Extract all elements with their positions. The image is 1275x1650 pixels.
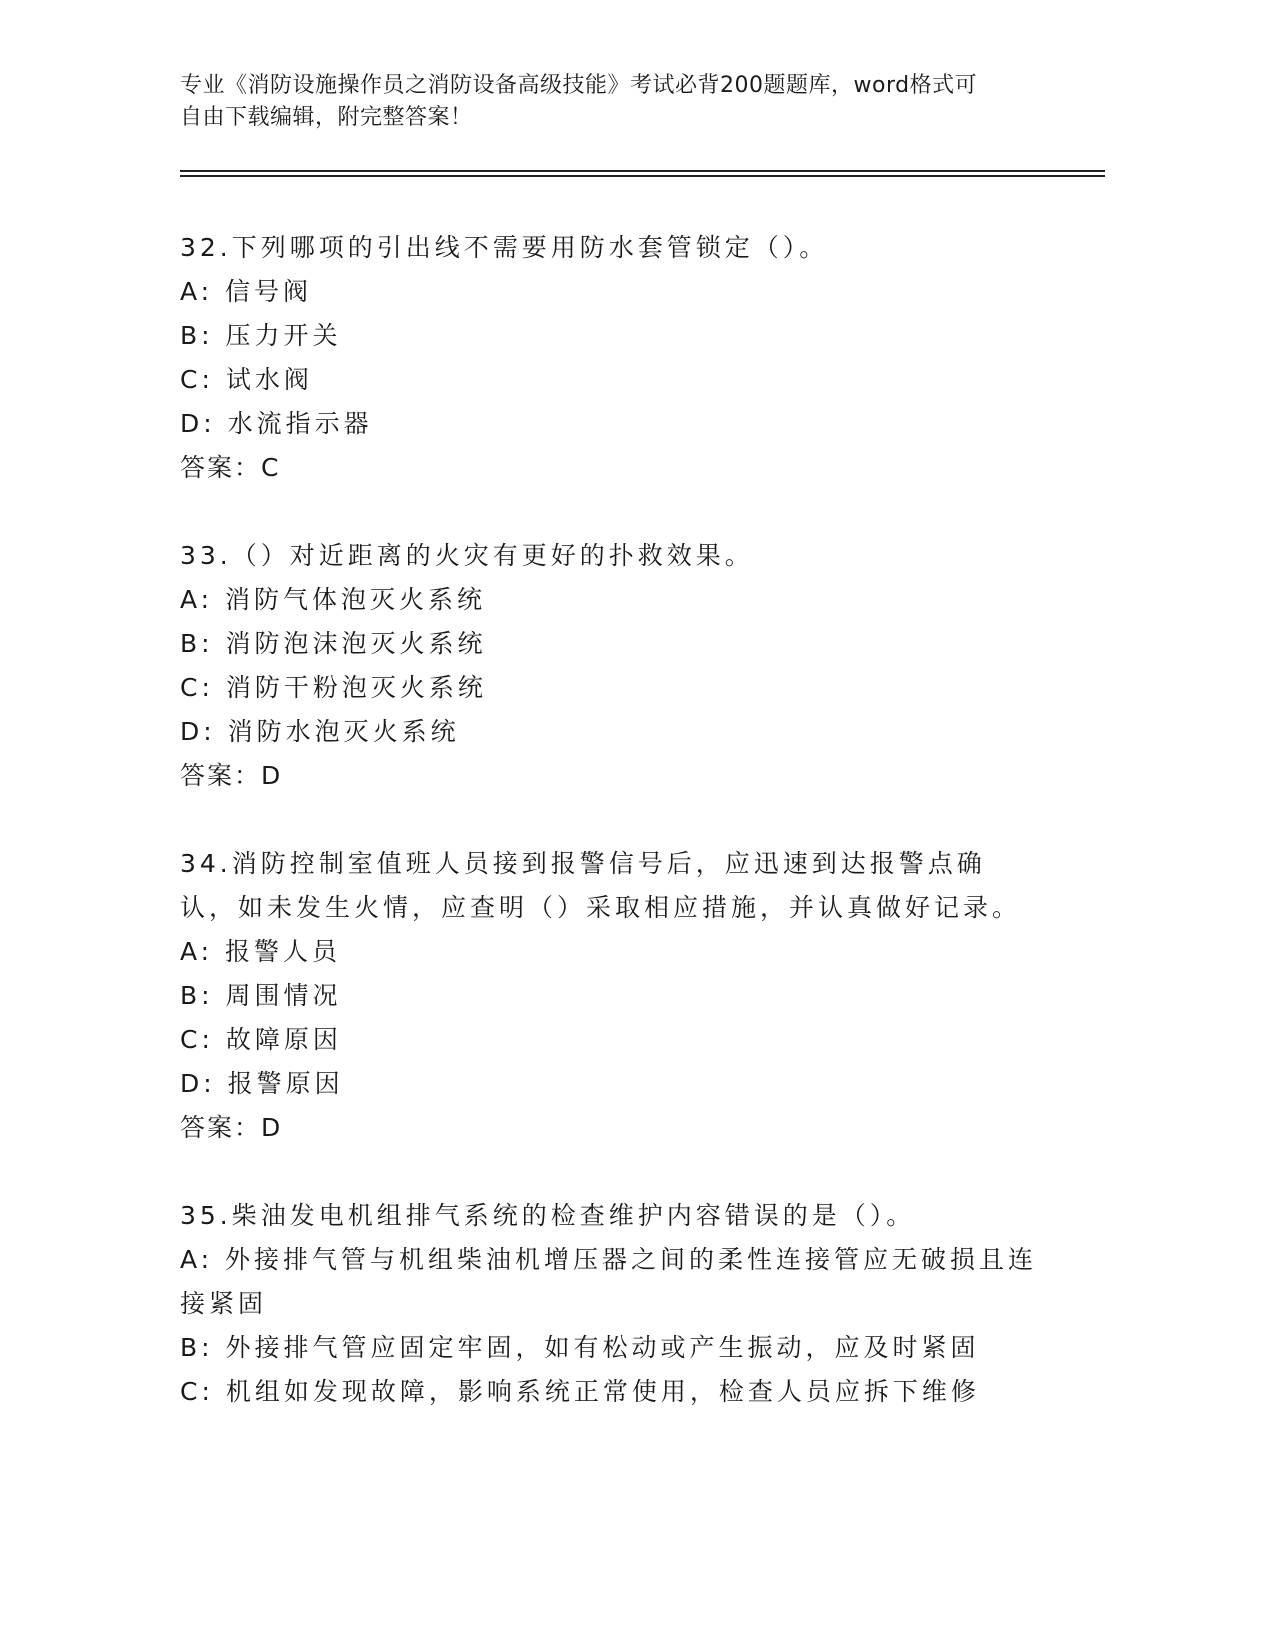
header-divider-top [180, 170, 1105, 172]
option-c: C: 消防干粉泡灭火系统 [180, 673, 487, 702]
document-header [180, 70, 1060, 134]
answer-label: 答案：D [180, 761, 283, 790]
option-a: A: 报警人员 [180, 937, 342, 966]
option-b: B: 外接排气管应固定牢固，如有松动或产生振动，应及时紧固 [180, 1333, 980, 1362]
option-c: C: 试水阀 [180, 365, 313, 394]
question-32 [180, 226, 1040, 490]
header-divider-bottom [180, 175, 1105, 177]
question-list [180, 226, 1040, 1458]
option-a: A: 消防气体泡灭火系统 [180, 585, 487, 614]
option-a: A: 外接排气管与机组柴油机增压器之间的柔性连接管应无破损且连接紧固 [180, 1245, 1038, 1318]
option-d: D: 报警原因 [180, 1069, 344, 1098]
option-d: D: 消防水泡灭火系统 [180, 717, 460, 746]
header-line-2: 自由下载编辑，附完整答案！ [180, 105, 473, 130]
question-34 [180, 842, 1040, 1150]
option-b: B: 压力开关 [180, 321, 342, 350]
option-b: B: 消防泡沫泡灭火系统 [180, 629, 487, 658]
answer-label: 答案：D [180, 1113, 283, 1142]
question-35 [180, 1194, 1040, 1414]
question-33 [180, 534, 1040, 798]
question-stem: 32.下列哪项的引出线不需要用防水套管锁定（）。 [180, 233, 829, 262]
question-stem: 34.消防控制室值班人员接到报警信号后，应迅速到达报警点确认，如未发生火情，应查明（）采取相应措施，并认真做好记录。 [180, 849, 1022, 922]
question-stem: 35.柴油发电机组排气系统的检查维护内容错误的是（）。 [180, 1201, 916, 1230]
answer-label: 答案：C [180, 453, 281, 482]
question-stem: 33.（）对近距离的火灾有更好的扑救效果。 [180, 541, 754, 570]
option-d: D: 水流指示器 [180, 409, 373, 438]
option-a: A: 信号阀 [180, 277, 313, 306]
option-c: C: 机组如发现故障，影响系统正常使用，检查人员应拆下维修 [180, 1377, 980, 1406]
header-line-1: 专业《消防设施操作员之消防设备高级技能》考试必背200题题库，word格式可 [180, 73, 978, 98]
option-c: C: 故障原因 [180, 1025, 342, 1054]
option-b: B: 周围情况 [180, 981, 342, 1010]
